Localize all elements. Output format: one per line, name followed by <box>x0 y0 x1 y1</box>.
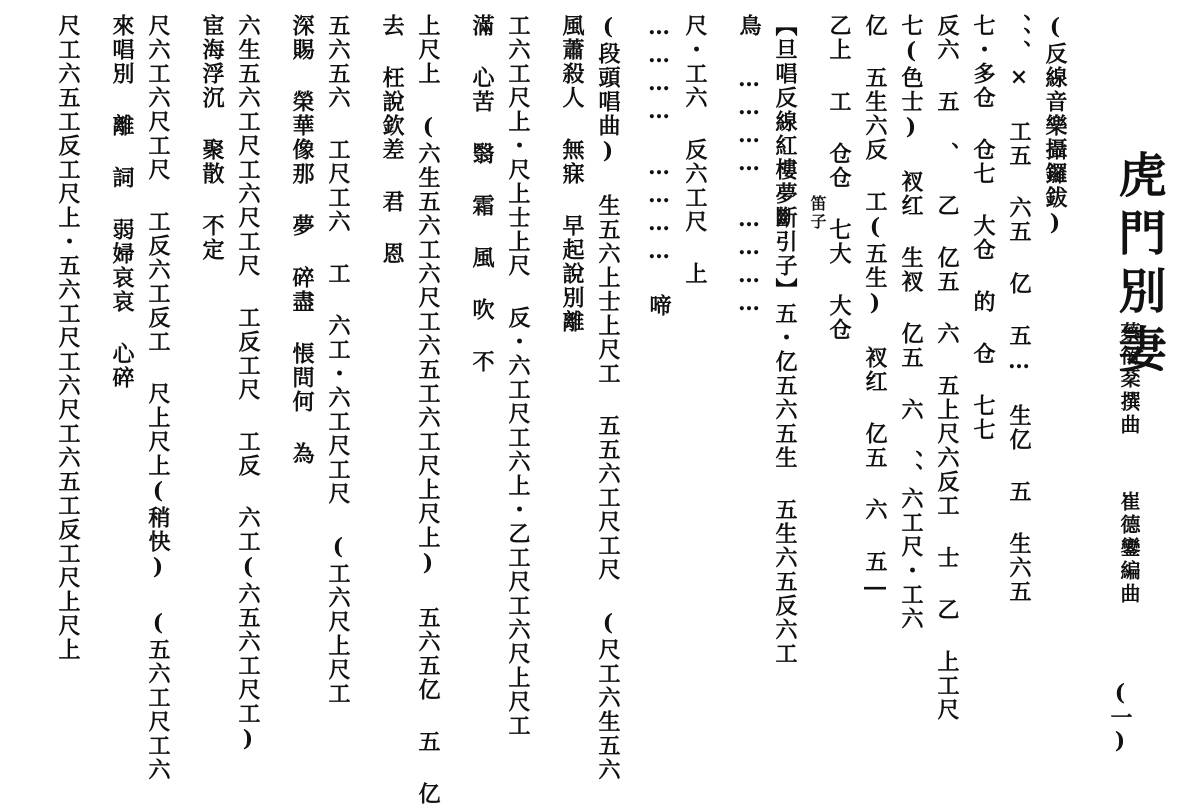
score-column: 七(色士) 衩红 生衩 亿五 六 、、六工尺・工六 <box>898 14 924 631</box>
score-column: 深賜 榮華像那 夢 碎盡 悵問何 為 <box>289 14 315 466</box>
page-number: (一) <box>1107 680 1133 754</box>
score-column: 宦海浮沉 聚散 不定 <box>199 14 225 262</box>
score-column: 五六五六 工尺工六 工 六工・六工尺工尺 (工六尺上尺工 <box>325 14 351 706</box>
score-column: 七・多仓 仓七 大仓 的 仓 七七 <box>970 14 996 442</box>
score-column: 尺工六五工反工尺上・五六工尺工六尺工六五工反工尺上尺上 <box>55 14 81 662</box>
score-column: 六生五六工尺工六尺工尺 工反工尺 工反 六工(六五六工尺工) <box>235 14 261 754</box>
score-column: 滿 心苦 翳 霜 風 吹 不 <box>469 14 495 374</box>
score-column: 【旦唱反線紅樓夢斷引子】五・亿五六五生 五生六五反六工 <box>772 14 798 666</box>
score-column: 去 枉說欽差 君 恩 <box>379 14 405 266</box>
score-column: (反線音樂攝鑼鈸) <box>1042 14 1068 238</box>
score-column: 亿 五生六反 工(五生) 衩红 亿五 六 五― <box>862 14 888 602</box>
score-column: (段頭唱曲) 生五六上士上尺工 五五六工尺工尺 (尺工六生五六 <box>595 14 621 782</box>
score-column: 上尺上 (六生五六工六尺工六五工六工尺上尺上) 五六五亿 五 亿 <box>415 14 441 806</box>
score-column: 乙上 工 仓仓 七大 大仓 <box>826 14 852 342</box>
credits: 蔡衍棻撰曲 崔德鑾編曲 <box>1117 322 1141 606</box>
page-title: 虎門別妻 <box>1110 150 1166 382</box>
score-column: 來唱別 離 詞 弱婦哀哀 心碎 <box>109 14 135 390</box>
score-column: 鳥 ………… ………… <box>736 14 762 318</box>
score-column: 尺・工六 反六工尺 上 <box>682 14 708 286</box>
flute-label: 笛子 <box>808 195 827 231</box>
score-column: 反六 五 、 乙 亿五 六 五上尺六反工 士 乙 上工尺 <box>934 14 960 722</box>
score-column: 尺六工六尺工尺 工反六工反工 尺上尺上(稍快) (五六工尺工六 <box>145 14 171 782</box>
score-column: ………… ………… 啼 <box>646 14 672 318</box>
score-column: 、、、× 工五 六五 亿 五… 生亿 五 生六五 <box>1006 14 1032 604</box>
score-column: 工六工尺上・尺上士上尺 反・六工尺工六上・乙工尺工六尺上尺工 <box>505 14 531 738</box>
score-column: 風蕭殺人 無寐 早起說別離 <box>559 14 585 334</box>
